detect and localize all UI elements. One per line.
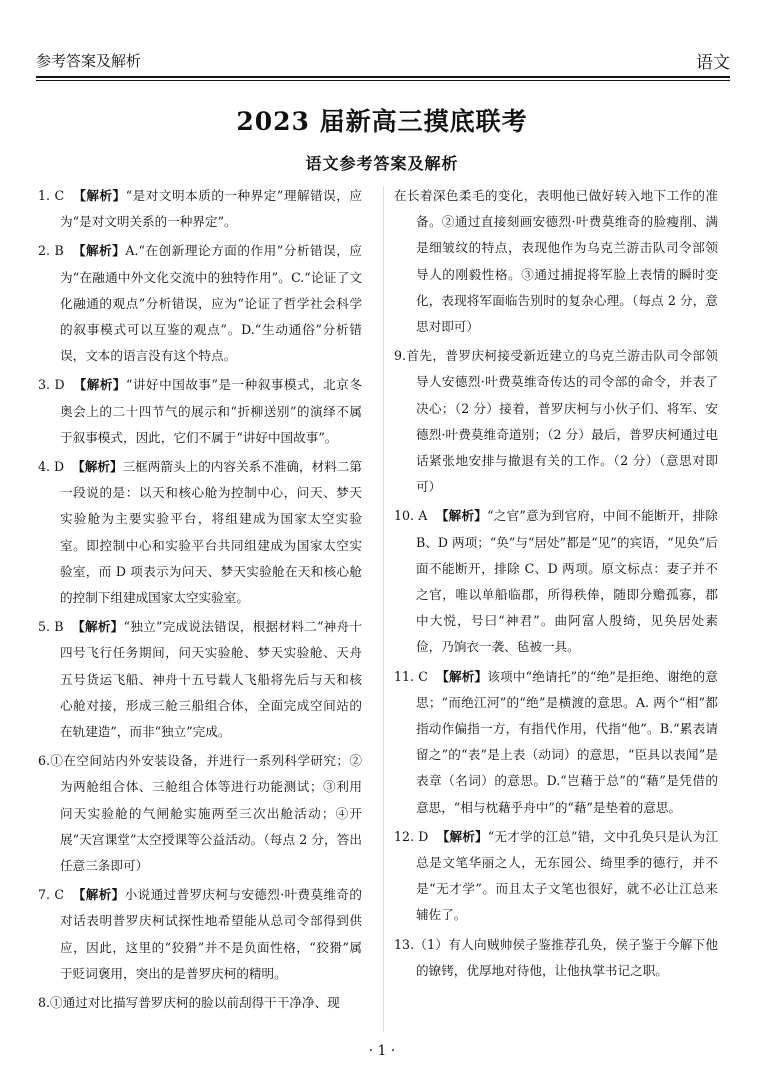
page-number: · 1 · [368,1043,396,1059]
header-rule-thin [36,80,730,81]
header-left-label: 参考答案及解析 [36,52,142,70]
answer-column-right [394,183,718,987]
answer-item: 1. C 【解析】“是对文明本质的一种界定”理解错误，应为“是对文明关系的一种界定”。 [38,188,362,230]
answer-column-left [38,183,362,1019]
answer-item: 11. C 【解析】该项中“绝请托”的“绝”是拒绝、谢绝的意思；“而绝江河”的“绝”是横渡的意思。A. 两个“相”都指动作偏指一方，有指代作用，代指“他”。B.“累表请留之”的“表”是上表（动词）的意思，“臣具以表闻”是表章（名词）的意思。D.“岂藉于总”的“藉”是凭借的意思，“相与枕藉乎舟中”的“藉”是垫着的意思。 [394,668,718,815]
answer-item: 3. D 【解析】“讲好中国故事”是一种叙事模式，北京冬奥会上的二十四节气的展示和“折柳送别”的演绎不属于叙事模式，因此，它们不属于“讲好中国故事”。 [38,377,362,445]
page-header [36,48,730,72]
answer-item: 8.①通过对比描写普罗庆柯的脸以前刮得干干净净、现 [38,995,340,1011]
answer-item: 7. C 【解析】小说通过普罗庆柯与安德烈·叶费莫维奇的对话表明普罗庆柯试探性地希望能从总司令部得到供应，因此，这里的“狡猾”并不是负面性格，“狡猾”属于贬词褒用，突出的是普罗庆柯的精明。 [38,887,362,981]
header-subject-label: 语文 [696,53,730,73]
answer-item: 6.①在空间站内外安装设备，并进行一系列科学研究；②为两舱组合体、三舱组合体等进行功能测试；③利用问天实验舱的气闸舱实施两至三次出舱活动；④开展“天宫课堂”太空授课等公益活动。（每点 2 分，答出任意三条即可） [38,753,362,874]
exam-title: 2023 届新高三摸底联考 [236,107,528,136]
column-divider [383,186,384,1032]
answer-item: 9.首先，普罗庆柯接受新近建立的乌克兰游击队司令部领导人安德烈·叶费莫维奇传达的司令部的命令，并表了决心；（2 分）接着，普罗庆柯与小伙子们、将军、安德烈·叶费莫维奇道别；（2 分）最后，普罗庆柯通过电话紧张地安排与撤退有关的工作。（2 分）（意思对即可） [394,348,718,495]
header-rule-thick [36,76,730,78]
answer-item: 2. B 【解析】A.“在创新理论方面的作用”分析错误，应为“在融通中外文化交流中的独特作用”。C.“论证了文化融通的观点”分析错误，应为“论证了哲学社会科学的叙事模式可以互鉴的观点”。D.“生动通俗”分析错误，文本的语言没有这个特点。 [38,243,362,364]
answer-item-continued: 在长着深色柔毛的变化，表明他已做好转入地下工作的准备。②通过直接刻画安德烈·叶费莫维奇的脸瘦削、满是细皱纹的特点，表现他作为乌克兰游击队司令部领导人的刚毅性格。③通过捕捉将军脸上表情的瞬时变化，表现将军面临告别时的复杂心理。（每点 2 分，意思对即可） [394,188,718,335]
answer-item: 5. B 【解析】“独立”完成说法错误，根据材料二“神舟十四号飞行任务期间，问天实验舱、梦天实验舱、天舟五号货运飞船、神舟十五号载人飞船将先后与天和核心舱对接，形成三舱三船组合体，全面完成空间站的在轨建造”，而非“独立”完成。 [38,619,362,740]
answer-item: 12. D 【解析】“无才学的江总”错，文中孔奂只是认为江总是文笔华丽之人，无东园公、绮里季的德行，并不是“无才学”。而且太子文笔也很好，就不必让江总来辅佐了。 [394,828,718,923]
answer-section-title: 语文参考答案及解析 [305,154,459,173]
answer-item: 4. D 【解析】三框两箭头上的内容关系不准确，材料二第一段说的是：以天和核心舱为控制中心，问天、梦天实验舱为主要实验平台，将组建成为国家太空实验室。即控制中心和实验平台共同组建成为国家太空实验室，而 D 项表示为问天、梦天实验舱在天和核心舱的控制下组建成国家太空实验室。 [38,459,363,606]
answer-item: 13.（1）有人向贼帅侯子鉴推荐孔奂，侯子鉴于今解下他的镣铐，优厚地对待他，让他执掌书记之职。 [394,936,718,978]
answer-item: 10. A 【解析】“之官”意为到官府，中间不能断开，排除 B、D 两项；“奂”与“居处”都是“见”的宾语，“见奂”后面不能断开，排除 C、D 两项。原文标点：妻子并不之官，唯以单船临郡，所得秩俸，随即分赡孤寡，郡中大悦，号曰“神君”。曲阿富人殷绮，见奂居处素俭，乃饷衣一袭、毡被一具。 [394,508,718,655]
